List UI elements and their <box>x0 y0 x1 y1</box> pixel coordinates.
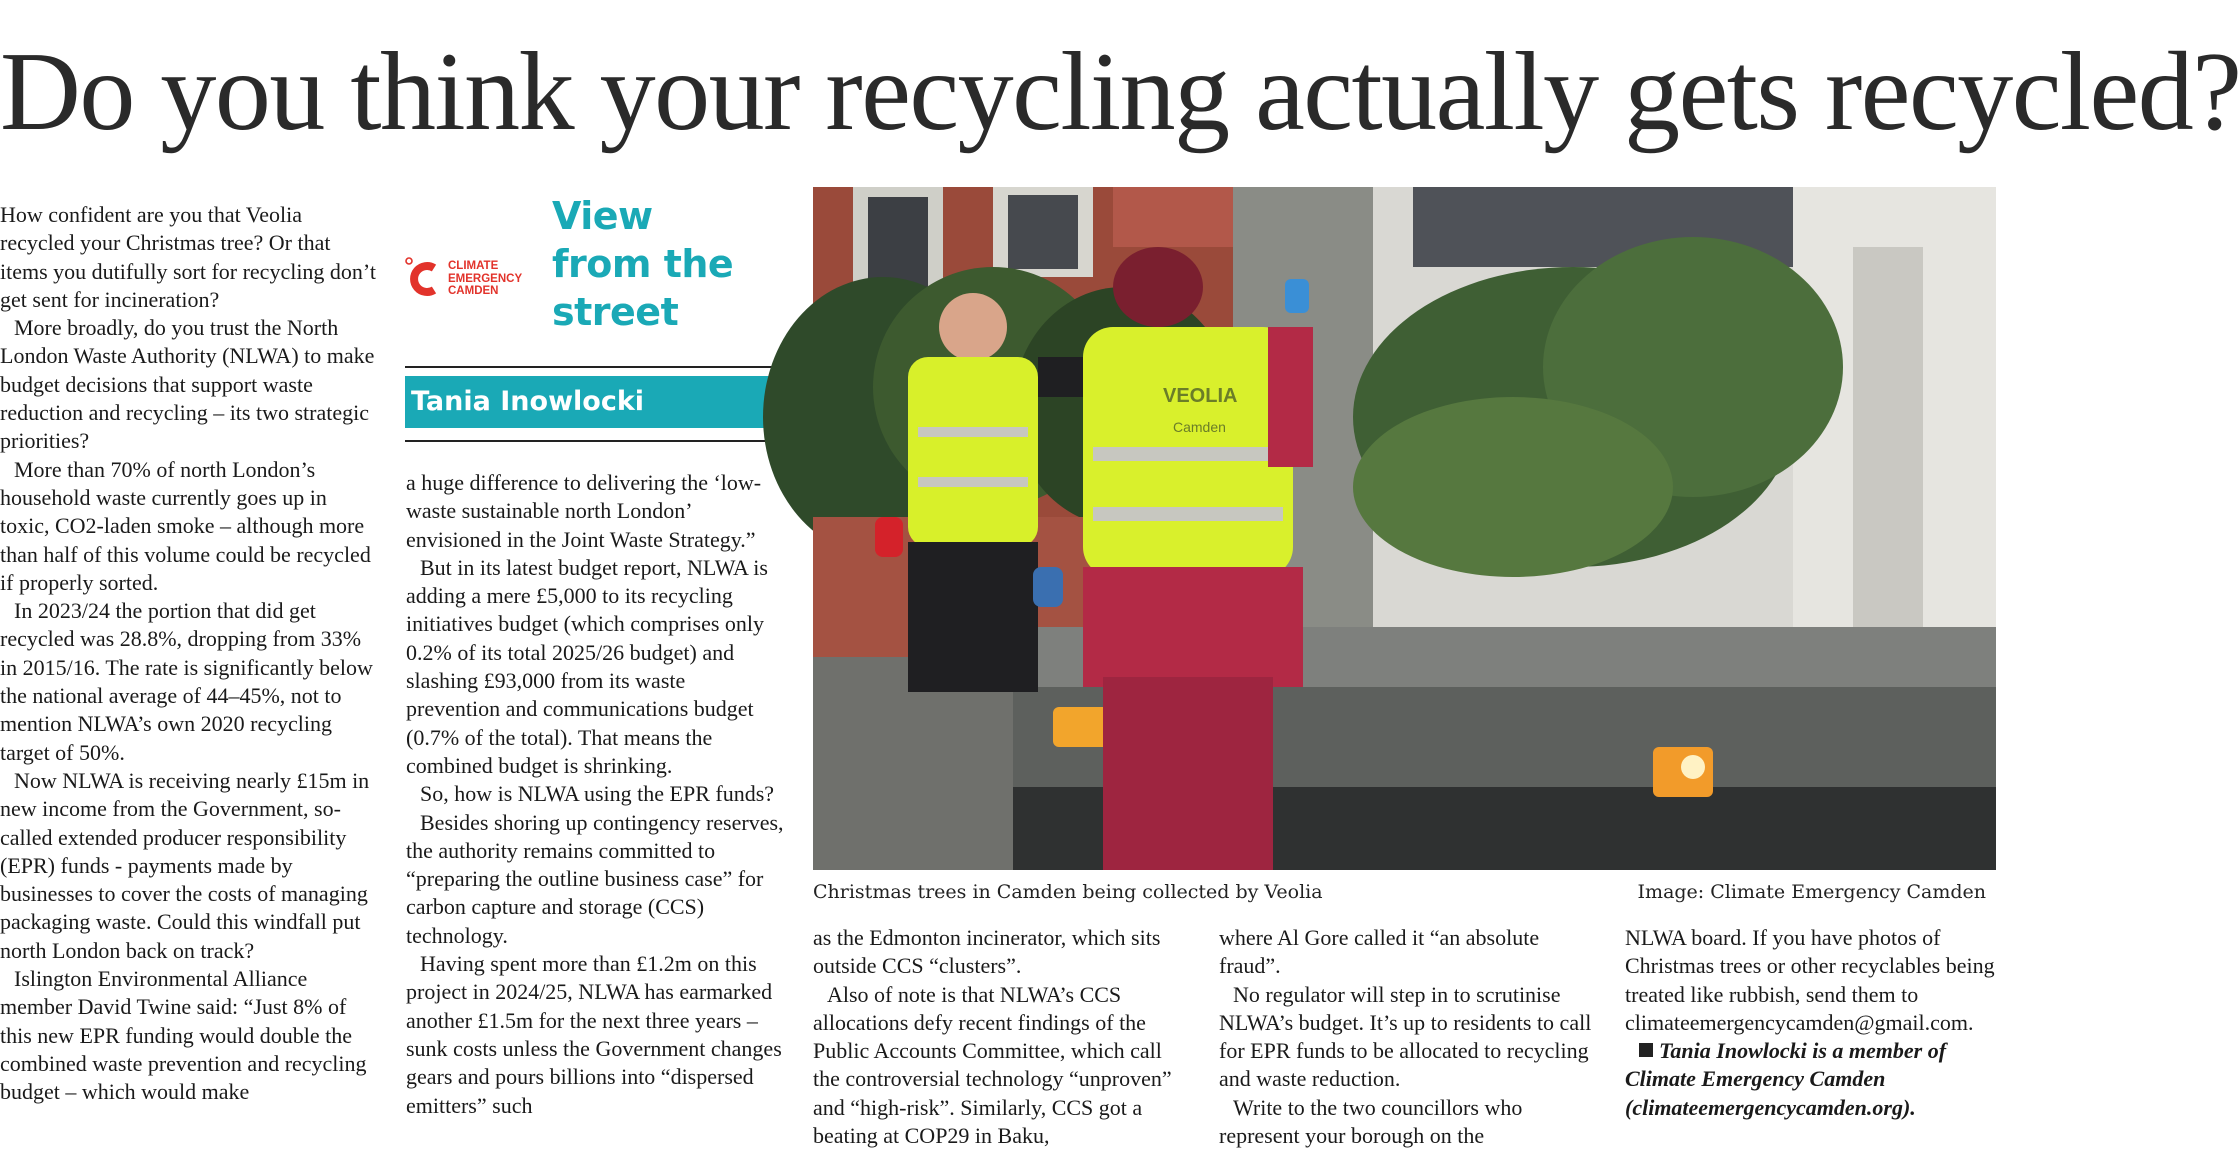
logo-line: EMERGENCY <box>448 272 523 285</box>
paragraph: Islington Environmental Alliance member David Twine said: “Just 8% of this new EPR funding would double the combined waste prevention and recycling budget – which would make <box>0 966 367 1105</box>
climate-emergency-camden-logo <box>404 250 542 304</box>
author-bio: Tania Inowlocki is a member of Climate Emergency Camden (climateemergencycamden.org). <box>1625 1038 1947 1120</box>
paragraph: More broadly, do you trust the North London Waste Authority (NLWA) to make budget decisions that support waste reduction and recycling – its two strategic priorities? <box>0 315 375 454</box>
article-photo <box>813 187 1996 870</box>
paragraph: No regulator will step in to scrutinise NLWA’s budget. It’s up to residents to call for EPR funds to be allocated to recycling and waste reduction. <box>1219 981 1592 1092</box>
paragraph: In 2023/24 the portion that did get recycled was 28.8%, dropping from 33% in 2015/16. The rate is significantly below the national average of 44–45%, not to mention NLWA’s own 2020 recycling target of 50%. <box>0 598 373 765</box>
paragraph: as the Edmonton incinerator, which sits outside CCS “clusters”. <box>813 925 1161 979</box>
paragraph: More than 70% of north London’s household waste currently goes up in toxic, CO2-laden smoke – although more than half of this volume could be recycled if properly sorted. <box>0 456 371 595</box>
divider <box>405 366 779 368</box>
paragraph: NLWA board. If you have photos of Christmas trees or other recyclables being treated like rubbish, send them to climateemergencycamden@gmail.com. <box>1625 925 1995 1035</box>
article-column-5 <box>1625 924 1995 1122</box>
divider <box>405 440 779 442</box>
article-column-2 <box>406 469 784 1120</box>
headline: Do you think your recycling actually gets recycled? <box>0 30 2240 154</box>
photo-caption: Christmas trees in Camden being collected by Veolia <box>813 881 1323 903</box>
square-bullet-icon <box>1639 1043 1653 1057</box>
article-column-3 <box>813 924 1191 1150</box>
vest-brand: VEOLIA <box>1163 385 1238 407</box>
logo-c-icon <box>404 256 444 300</box>
paragraph: Having spent more than £1.2m on this project in 2024/25, NLWA has earmarked another £1.5m for the next three years – sunk costs unless the Government changes gears and pours billions into “dispersed emitters” such <box>406 951 782 1118</box>
logo-line: CLIMATE <box>448 260 499 272</box>
paragraph: But in its latest budget report, NLWA is adding a mere £5,000 to its recycling initiatives budget (which comprises only 0.2% of its total 2025/26 budget) and slashing £93,000 from its waste prevention and communications budget (0.7% of the total). That means the combined budget is shrinking. <box>406 554 768 778</box>
paragraph: Besides shoring up contingency reserves, the authority remains committed to “preparing the outline business case” for carbon capture and storage (CCS) technology. <box>406 809 784 948</box>
paragraph: So, how is NLWA using the EPR funds? <box>420 781 775 807</box>
paragraph: Write to the two councillors who represent your borough on the <box>1219 1094 1523 1149</box>
paragraph: a huge difference to delivering the ‘low-waste sustainable north London’ envisioned in the Joint Waste Strategy.” <box>406 470 762 552</box>
article-column-1 <box>0 201 378 1107</box>
paragraph: Also of note is that NLWA’s CCS allocations defy recent findings of the Public Accounts Committee, which call the controversial technology “unproven” and “high-risk”. Similarly, CCS got a beating at COP29 in Baku, <box>813 981 1172 1149</box>
paragraph: Now NLWA is receiving nearly £15m in new income from the Government, so-called extended producer responsibility (EPR) funds - payments made by businesses to cover the costs of managing packaging waste. Could this windfall put north London back on track? <box>0 767 370 963</box>
vest-sub: Camden <box>1173 419 1226 435</box>
logo-line: CAMDEN <box>448 285 499 297</box>
article-column-4 <box>1219 924 1597 1150</box>
column-title: View from the street <box>552 194 734 334</box>
paragraph: where Al Gore called it “an absolute fraud”. <box>1219 925 1540 979</box>
author-byline: Tania Inowlocki <box>405 376 779 428</box>
paragraph: How confident are you that Veolia recycled your Christmas tree? Or that items you dutifully sort for recycling don’t get sent for incineration? <box>0 202 376 312</box>
photo-credit: Image: Climate Emergency Camden <box>1637 881 1986 903</box>
